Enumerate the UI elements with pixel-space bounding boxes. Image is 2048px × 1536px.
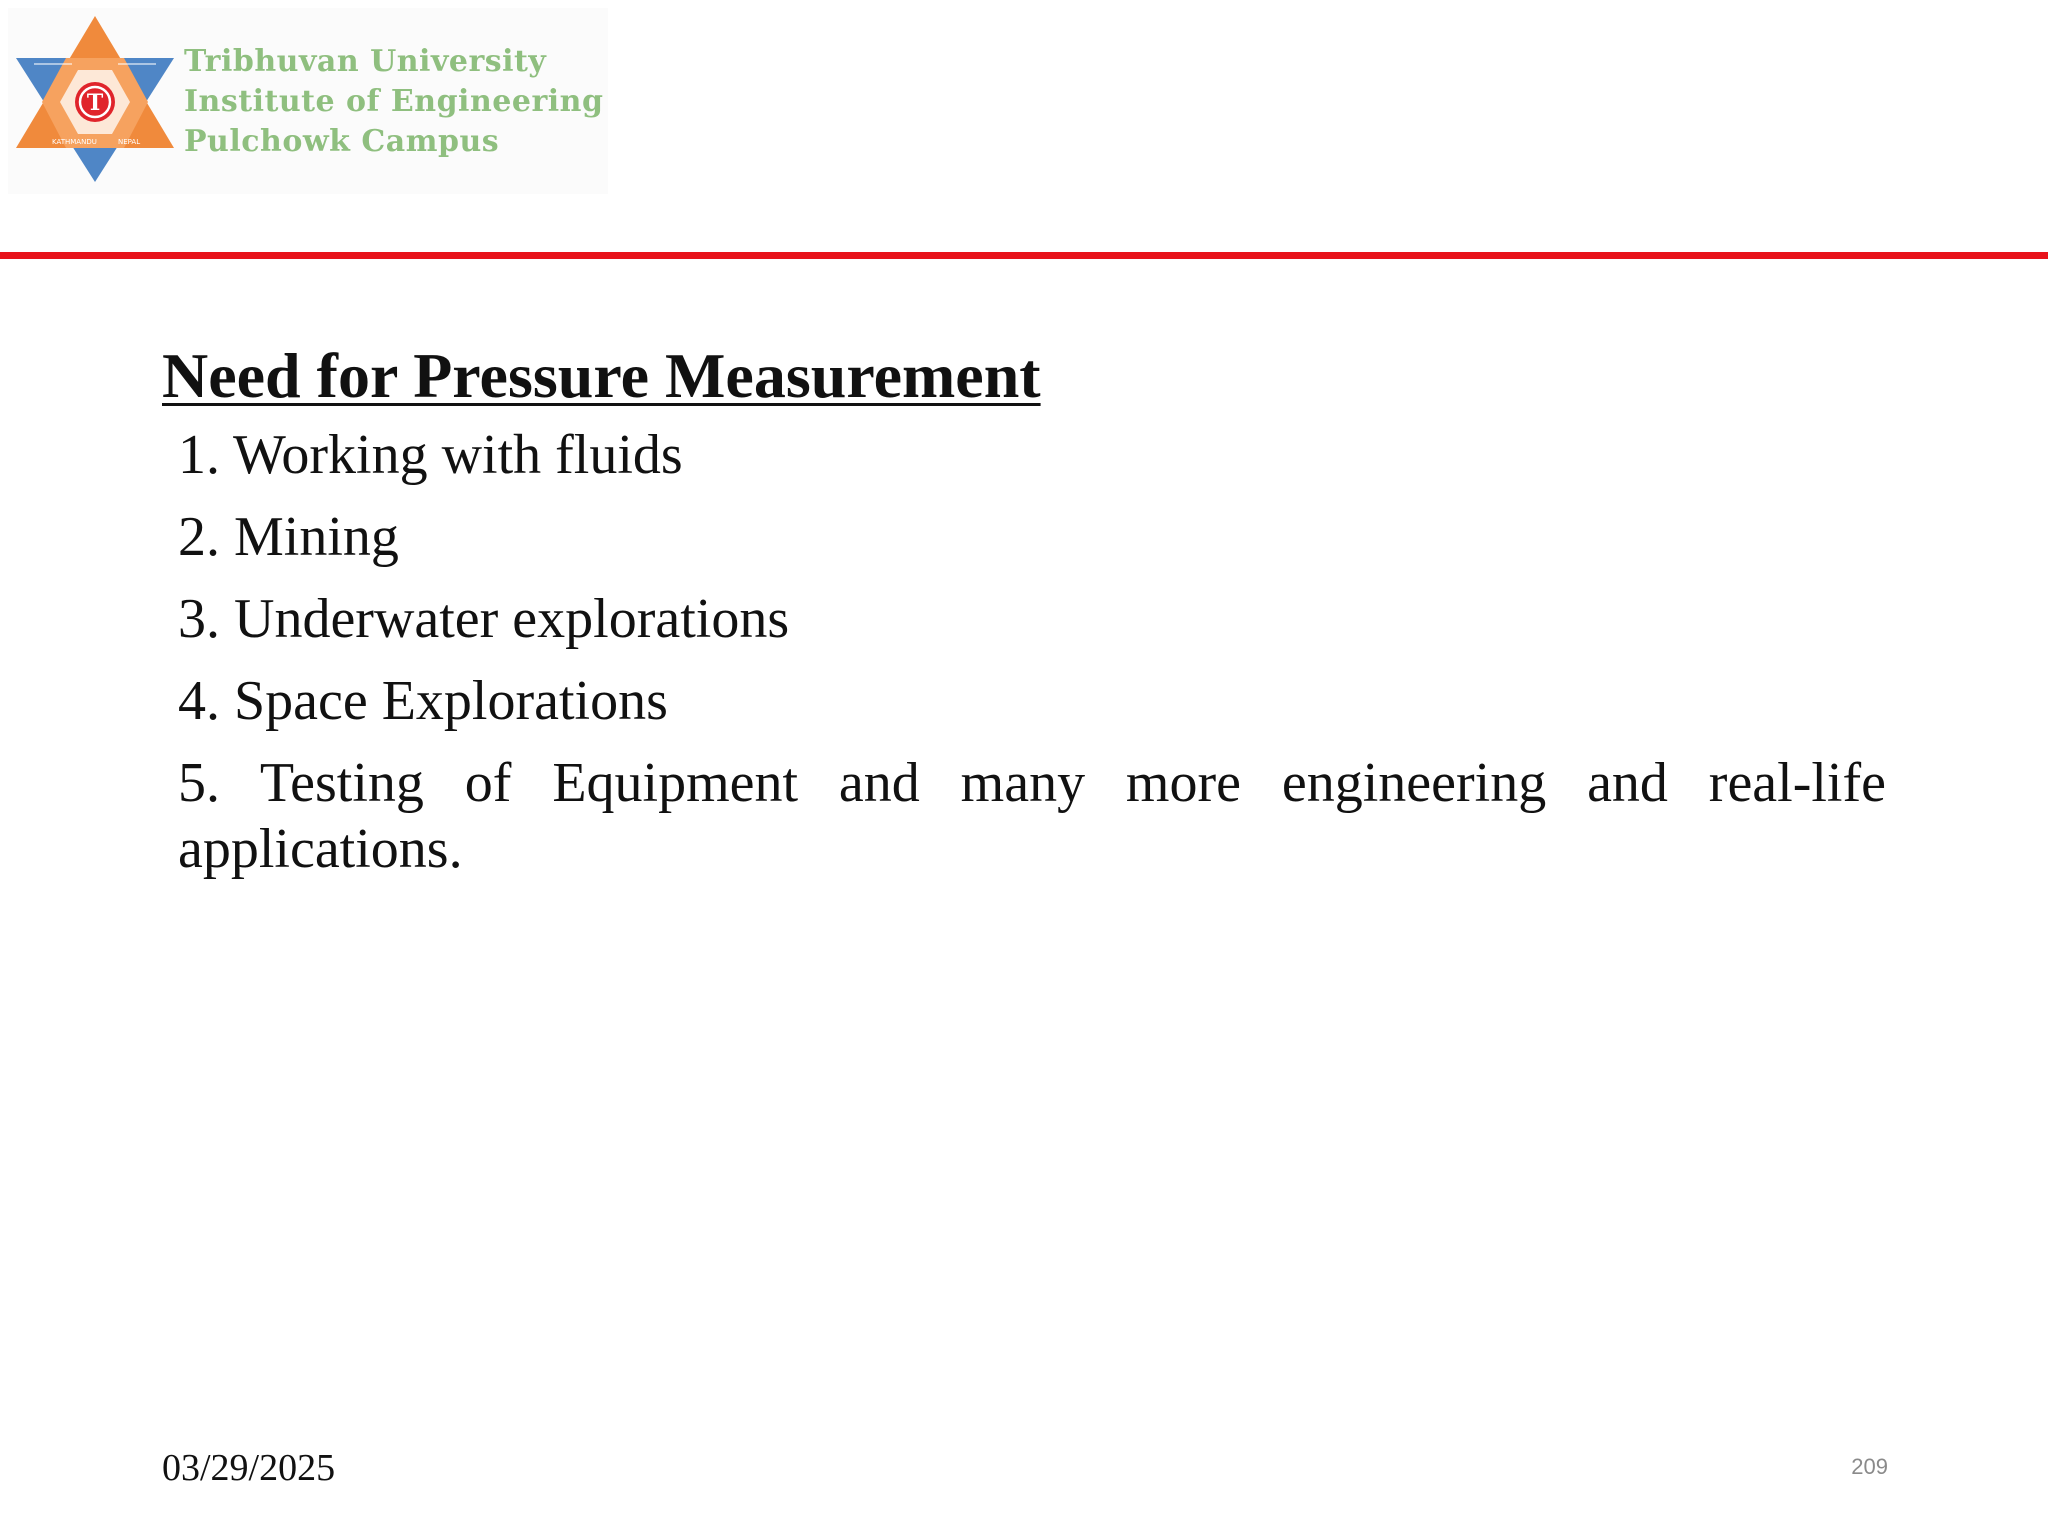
logo-text	[184, 42, 603, 162]
item-list	[178, 422, 1886, 898]
logo-line-institute: Institute of Engineering	[184, 84, 604, 119]
svg-text:KATHMANDU: KATHMANDU	[52, 138, 97, 146]
svg-text:NEPAL: NEPAL	[118, 138, 141, 146]
list-item: 4. Space Explorations	[178, 670, 668, 732]
list-item: 5. Testing of Equipment and many more engineering and real-life applications.	[178, 752, 1886, 880]
logo-line-university: Tribhuvan University	[184, 44, 547, 79]
header-divider	[0, 252, 2048, 259]
tribhuvan-university-emblem-icon	[12, 12, 178, 192]
university-logo	[8, 8, 608, 194]
list-item: 3. Underwater explorations	[178, 588, 790, 650]
slide-title: Need for Pressure Measurement	[162, 340, 1041, 411]
list-item: 2. Mining	[178, 506, 399, 568]
list-item: 1. Working with fluids	[178, 424, 683, 486]
page-number: 209	[1851, 1454, 1888, 1479]
svg-text:T: T	[86, 90, 104, 116]
footer-date: 03/29/2025	[162, 1447, 336, 1489]
logo-line-campus: Pulchowk Campus	[184, 124, 500, 159]
